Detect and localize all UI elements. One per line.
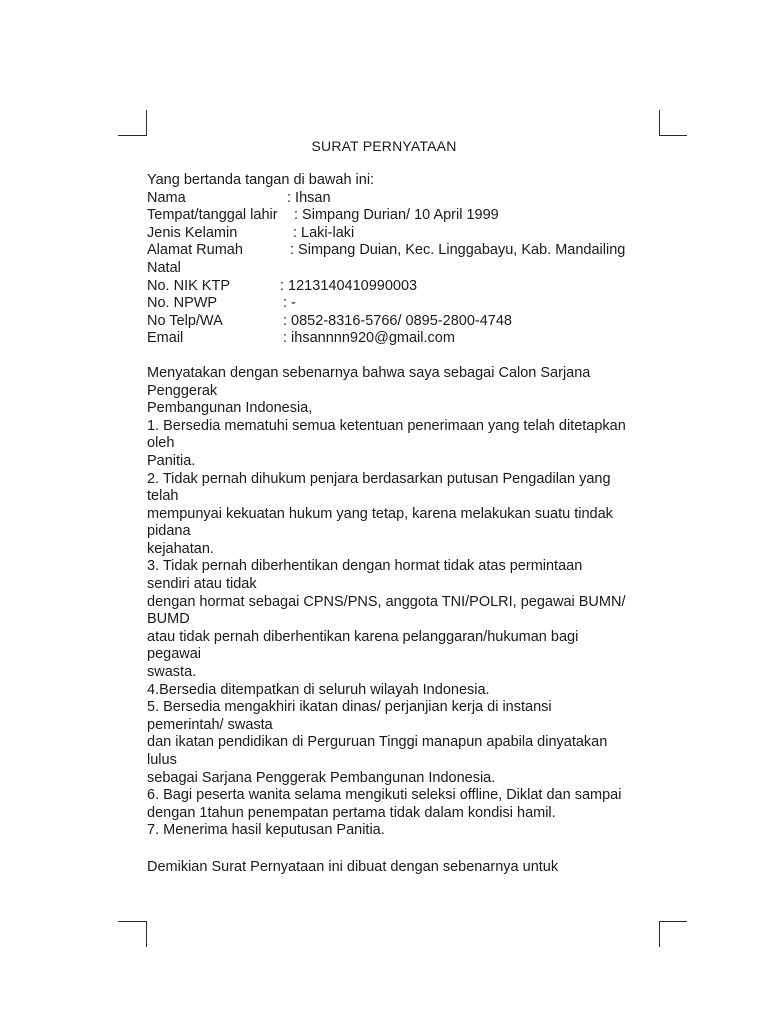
- statement-line: pidana: [147, 523, 191, 540]
- statement-line: 2. Tidak pernah dihukum penjara berdasarkan putusan Pengadilan yang: [147, 470, 611, 487]
- field-label: Jenis Kelamin: [147, 224, 238, 241]
- field-value: : Simpang Duian, Kec. Linggabayu, Kab. Mandailing: [290, 242, 626, 259]
- statement-line: pegawai: [147, 646, 202, 663]
- field-value: : ihsannnn920@gmail.com: [283, 330, 455, 347]
- statement-line: mempunyai kekuatan hukum yang tetap, karena melakukan suatu tindak: [147, 505, 613, 522]
- statement-line: telah: [147, 488, 179, 505]
- crop-mark-bottom-left-horizontal: [118, 921, 147, 922]
- statement-line: dan ikatan pendidikan di Perguruan Tinggi manapun apabila dinyatakan: [147, 734, 608, 751]
- statement-line: atau tidak pernah diberhentikan karena pelanggaran/hukuman bagi: [147, 628, 579, 645]
- field-address: [147, 242, 667, 260]
- statement-line: lulus: [147, 752, 177, 768]
- statement-body: [147, 365, 667, 840]
- closing-line: Demikian Surat Pernyataan ini dibuat dengan sebenarnya untuk: [147, 858, 559, 875]
- crop-mark-bottom-right-vertical: [659, 921, 660, 947]
- identity-fields: [147, 190, 667, 348]
- spacer: [147, 840, 667, 859]
- field-email: [147, 330, 667, 348]
- crop-mark-bottom-right-horizontal: [659, 921, 687, 922]
- statement-line: dengan hormat sebagai CPNS/PNS, anggota TNI/POLRI, pegawai BUMN/: [147, 593, 626, 610]
- statement-line: 6. Bagi peserta wanita selama mengikuti seleksi offline, Diklat dan sampai: [147, 787, 622, 804]
- statement-line: pemerintah/ swasta: [147, 716, 273, 733]
- statement-line: 3. Tidak pernah diberhentikan dengan hormat tidak atas permintaan: [147, 558, 583, 575]
- intro-line: Yang bertanda tangan di bawah ini:: [147, 172, 375, 188]
- field-value: : Ihsan: [287, 189, 331, 206]
- field-label: Nama: [147, 189, 186, 206]
- field-nik: [147, 278, 667, 296]
- field-label: No. NPWP: [147, 295, 218, 312]
- field-label: No Telp/WA: [147, 312, 223, 329]
- field-label: No. NIK KTP: [147, 277, 230, 294]
- statement-line: dengan 1tahun penempatan pertama tidak dalam kondisi hamil.: [147, 804, 556, 821]
- statement-line: kejahatan.: [147, 540, 214, 557]
- statement-line: sendiri atau tidak: [147, 576, 257, 593]
- field-value: : -: [283, 295, 296, 312]
- statement-line: Pembangunan Indonesia,: [147, 400, 313, 417]
- field-value: : Laki-laki: [293, 224, 355, 241]
- field-gender: [147, 225, 667, 243]
- statement-line: 4.Bersedia ditempatkan di seluruh wilayah Indonesia.: [147, 681, 490, 698]
- document-body: [147, 172, 667, 877]
- crop-mark-top-right-vertical: [659, 110, 660, 136]
- field-label: Tempat/tanggal lahir: [147, 207, 278, 224]
- field-label: Natal: [147, 259, 181, 276]
- statement-line: 7. Menerima hasil keputusan Panitia.: [147, 822, 385, 839]
- field-value: : 1213140410990003: [280, 277, 418, 294]
- statement-line: Penggerak: [147, 382, 218, 399]
- statement-line: oleh: [147, 435, 175, 452]
- statement-line: 5. Bersedia mengakhiri ikatan dinas/ perjanjian kerja di instansi: [147, 699, 552, 716]
- field-address-cont: [147, 260, 667, 278]
- field-value: : Simpang Durian/ 10 April 1999: [294, 207, 499, 224]
- statement-line: BUMD: [147, 611, 190, 628]
- field-nama: [147, 190, 667, 208]
- spacer: [147, 348, 667, 365]
- field-birth: [147, 207, 667, 225]
- statement-line: sebagai Sarjana Penggerak Pembangunan Indonesia.: [147, 769, 496, 786]
- statement-line: Menyatakan dengan sebenarnya bahwa saya sebagai Calon Sarjana: [147, 364, 591, 381]
- crop-mark-bottom-left-vertical: [146, 921, 147, 947]
- field-label: Alamat Rumah: [147, 242, 243, 259]
- field-value: : 0852-8316-5766/ 0895-2800-4748: [283, 312, 512, 329]
- crop-mark-top-left-vertical: [146, 110, 147, 136]
- field-npwp: [147, 295, 667, 313]
- document-title: SURAT PERNYATAAN: [311, 138, 457, 154]
- statement-line: Panitia.: [147, 452, 196, 469]
- field-label: Email: [147, 330, 184, 347]
- statement-line: 1. Bersedia mematuhi semua ketentuan penerimaan yang telah ditetapkan: [147, 417, 626, 434]
- statement-line: swasta.: [147, 664, 197, 681]
- field-phone: [147, 313, 667, 331]
